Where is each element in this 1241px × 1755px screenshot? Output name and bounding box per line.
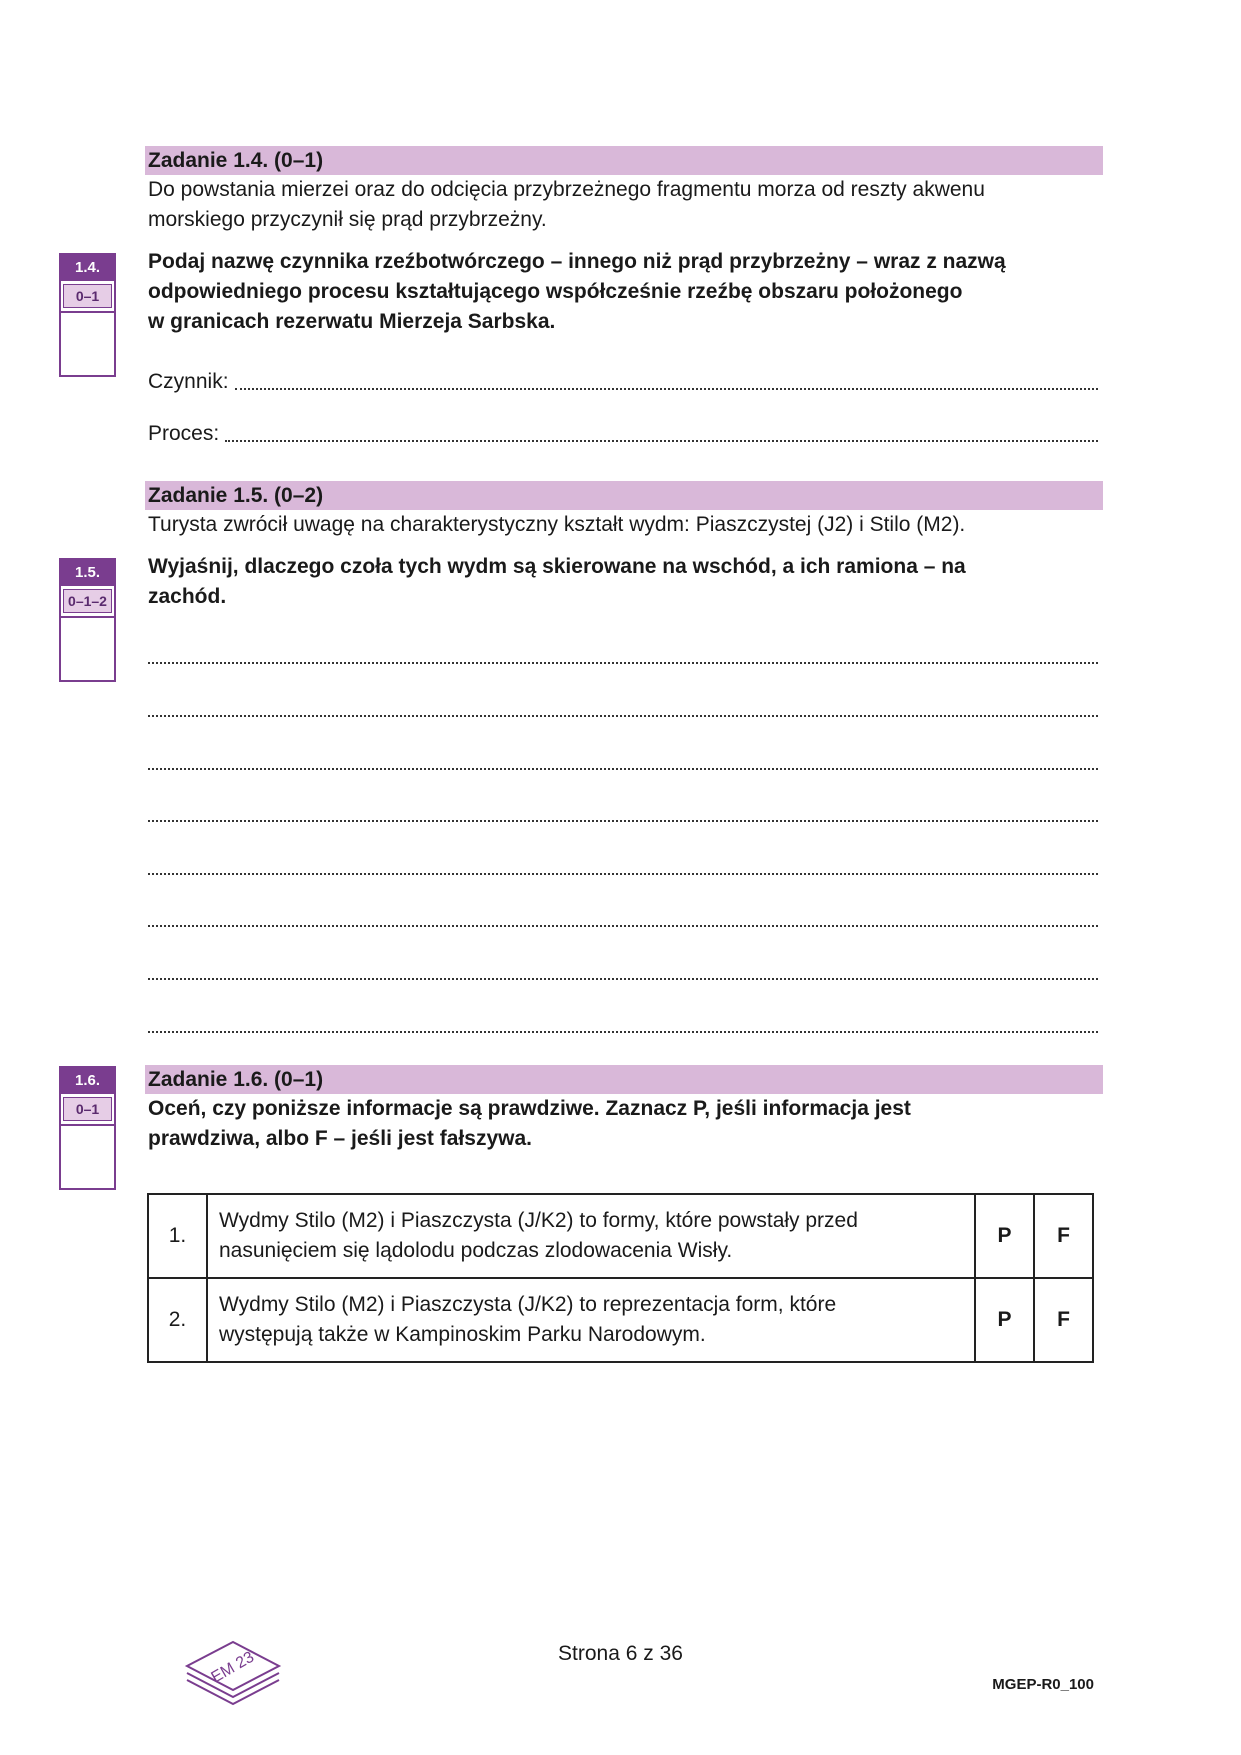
option-f[interactable]: F xyxy=(1034,1278,1093,1362)
score-box-1-4 xyxy=(59,253,116,377)
task-1-6-instruction-2: prawdziwa, albo F – jeśli jest fałszywa. xyxy=(148,1127,532,1150)
answer-line[interactable] xyxy=(148,1029,1098,1033)
answer-line[interactable] xyxy=(148,713,1098,717)
answer-field-proces[interactable] xyxy=(148,419,1098,449)
answer-line[interactable] xyxy=(148,923,1098,927)
task-1-5-intro: Turysta zwrócił uwagę na charakterystyczny kształt wydm: Piaszczystej (J2) i Stilo (M2). xyxy=(148,513,966,536)
score-box-1-6 xyxy=(59,1066,116,1190)
statement-line: Wydmy Stilo (M2) i Piaszczysta (J/K2) to reprezentacja form, które xyxy=(219,1293,837,1316)
task-1-6-header: Zadanie 1.6. (0–1) xyxy=(145,1065,1103,1094)
task-1-6-instruction-1: Oceń, czy poniższe informacje są prawdziwe. Zaznacz P, jeśli informacja jest xyxy=(148,1097,911,1120)
score-box-number: 1.5. xyxy=(61,560,114,586)
option-p[interactable]: P xyxy=(975,1278,1034,1362)
answer-field-czynnik[interactable] xyxy=(148,367,1098,397)
answer-line[interactable] xyxy=(148,818,1098,822)
task-1-5-instruction-1: Wyjaśnij, dlaczego czoła tych wydm są skierowane na wschód, a ich ramiona – na xyxy=(148,555,966,578)
row-number: 2. xyxy=(148,1278,207,1362)
answer-line[interactable] xyxy=(225,419,1098,442)
task-1-4-header: Zadanie 1.4. (0–1) xyxy=(145,146,1103,175)
score-box-number: 1.6. xyxy=(61,1068,114,1094)
table-row xyxy=(148,1278,1093,1362)
task-1-4-instruction-3: w granicach rezerwatu Mierzeja Sarbska. xyxy=(148,310,556,333)
task-1-4-instruction-1: Podaj nazwę czynnika rzeźbotwórczego – innego niż prąd przybrzeżny – wraz z nazwą xyxy=(148,250,1006,273)
score-box-points: 0–1 xyxy=(63,284,112,308)
score-box-points: 0–1–2 xyxy=(63,589,112,613)
score-box-points: 0–1 xyxy=(63,1097,112,1121)
score-box-blank[interactable] xyxy=(61,311,114,377)
logo-text: EM 23 xyxy=(208,1648,258,1687)
answer-line[interactable] xyxy=(148,976,1098,980)
score-box-blank[interactable] xyxy=(61,616,114,682)
statement-line: występują także w Kampinoskim Parku Narodowym. xyxy=(219,1323,706,1346)
option-f[interactable]: F xyxy=(1034,1194,1093,1278)
score-box-1-5 xyxy=(59,558,116,682)
answer-line[interactable] xyxy=(148,660,1098,664)
table-row xyxy=(148,1194,1093,1278)
score-box-blank[interactable] xyxy=(61,1124,114,1190)
field-label: Czynnik: xyxy=(148,370,229,393)
row-number: 1. xyxy=(148,1194,207,1278)
task-1-5-instruction-2: zachód. xyxy=(148,585,227,608)
statement xyxy=(207,1194,975,1278)
statement-line: Wydmy Stilo (M2) i Piaszczysta (J/K2) to formy, które powstały przed xyxy=(219,1209,858,1232)
statement xyxy=(207,1278,975,1362)
answer-line[interactable] xyxy=(148,871,1098,875)
document-code: MGEP-R0_100 xyxy=(992,1676,1094,1693)
option-p[interactable]: P xyxy=(975,1194,1034,1278)
task-1-5-header: Zadanie 1.5. (0–2) xyxy=(145,481,1103,510)
field-label: Proces: xyxy=(148,422,220,445)
statement-line: nasunięciem się lądolodu podczas zlodowacenia Wisły. xyxy=(219,1239,733,1262)
task-1-4-instruction-2: odpowiedniego procesu kształtującego współcześnie rzeźbę obszaru położonego xyxy=(148,280,963,303)
answer-line[interactable] xyxy=(235,367,1098,390)
true-false-table xyxy=(147,1193,1094,1363)
answer-line[interactable] xyxy=(148,766,1098,770)
score-box-number: 1.4. xyxy=(61,255,114,281)
task-1-4-intro-1: Do powstania mierzei oraz do odcięcia przybrzeżnego fragmentu morza od reszty akwenu xyxy=(148,178,985,201)
task-1-4-intro-2: morskiego przyczynił się prąd przybrzeżny. xyxy=(148,208,547,231)
page-number: Strona 6 z 36 xyxy=(558,1642,683,1665)
